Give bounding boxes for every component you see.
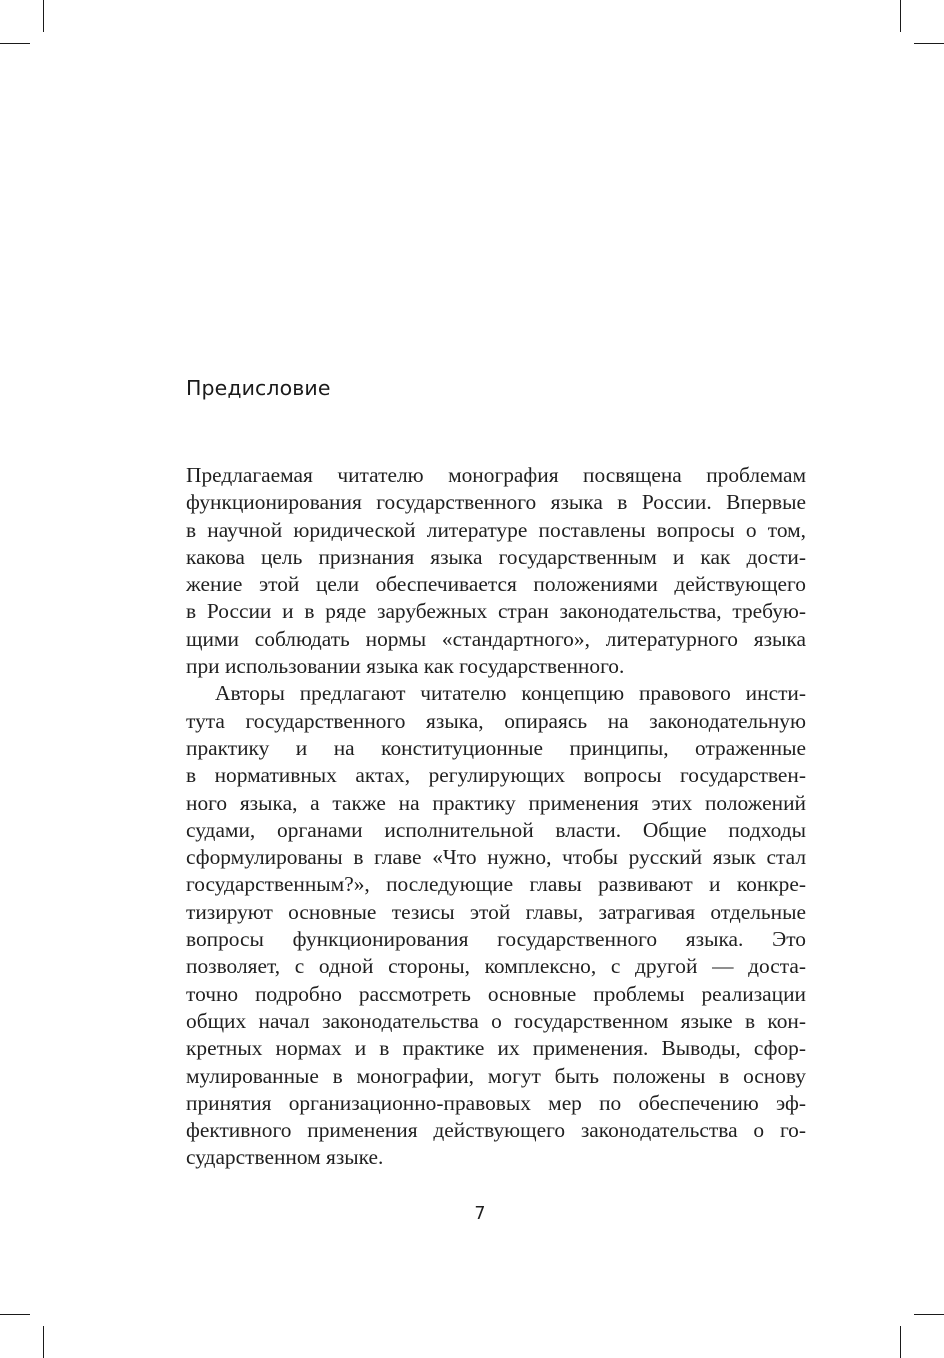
paragraph-2 — [186, 680, 806, 1171]
text-line: сударственном языке. — [186, 1145, 384, 1170]
text-line: ного языка, а также на практику применения этих положений — [186, 790, 806, 815]
text-line: при использовании языка как государственного. — [186, 654, 625, 679]
text-line: точно подробно рассмотреть основные проблемы реализации — [186, 981, 806, 1006]
text-line: Предлагаемая читателю монография посвящена проблемам — [186, 463, 806, 487]
page-number: 7 — [474, 1204, 486, 1224]
body-text — [186, 462, 806, 1172]
text-line: вопросы функционирования государственного языка. Это — [186, 927, 806, 952]
text-line: сформулированы в главе «Что нужно, чтобы русский язык стал — [186, 845, 806, 870]
crop-mark-bottom-right-horizontal — [914, 1314, 944, 1315]
paragraph-1 — [186, 462, 806, 680]
text-line: общих начал законодательства о государственном языке в кон- — [186, 1008, 806, 1033]
text-line: какова цель признания языка государственным и как дости- — [186, 544, 806, 569]
crop-mark-top-right-horizontal — [914, 43, 944, 44]
text-line: мулированные в монографии, могут быть положены в основу — [186, 1063, 806, 1088]
section-heading: Предисловие — [186, 376, 331, 400]
text-line: практику и на конституционные принципы, отраженные — [186, 735, 806, 760]
text-line: принятия организационно-правовых мер по обеспечению эф- — [186, 1090, 806, 1115]
text-line: в научной юридической литературе поставлены вопросы о том, — [186, 517, 806, 542]
text-line: в России и в ряде зарубежных стран законодательства, требую- — [186, 599, 806, 624]
text-line: позволяет, с одной стороны, комплексно, с другой — доста- — [186, 954, 806, 979]
text-line: государственным?», последующие главы развивают и конкре- — [186, 872, 806, 897]
text-line: судами, органами исполнительной власти. Общие подходы — [186, 817, 806, 842]
crop-mark-top-left-vertical — [43, 0, 44, 32]
text-line: тизируют основные тезисы этой главы, затрагивая отдельные — [186, 899, 806, 924]
crop-mark-bottom-left-vertical — [43, 1326, 44, 1358]
text-line: в нормативных актах, регулирующих вопросы государствен- — [186, 763, 806, 788]
text-line: щими соблюдать нормы «стандартного», литературного языка — [186, 626, 806, 651]
text-line: Авторы предлагают читателю концепцию правового инсти- — [215, 681, 806, 706]
text-line: фективного применения действующего законодательства о го- — [186, 1118, 806, 1143]
crop-mark-top-left-horizontal — [0, 43, 30, 44]
text-line: функционирования государственного языка в России. Впервые — [186, 490, 806, 515]
crop-mark-bottom-left-horizontal — [0, 1314, 30, 1315]
crop-mark-bottom-right-vertical — [900, 1326, 901, 1358]
crop-mark-top-right-vertical — [900, 0, 901, 32]
text-line: кретных нормах и в практике их применения. Выводы, сфор- — [186, 1036, 806, 1061]
text-line: тута государственного языка, опираясь на законодательную — [186, 708, 806, 733]
text-line: жение этой цели обеспечивается положениями действующего — [186, 572, 806, 597]
